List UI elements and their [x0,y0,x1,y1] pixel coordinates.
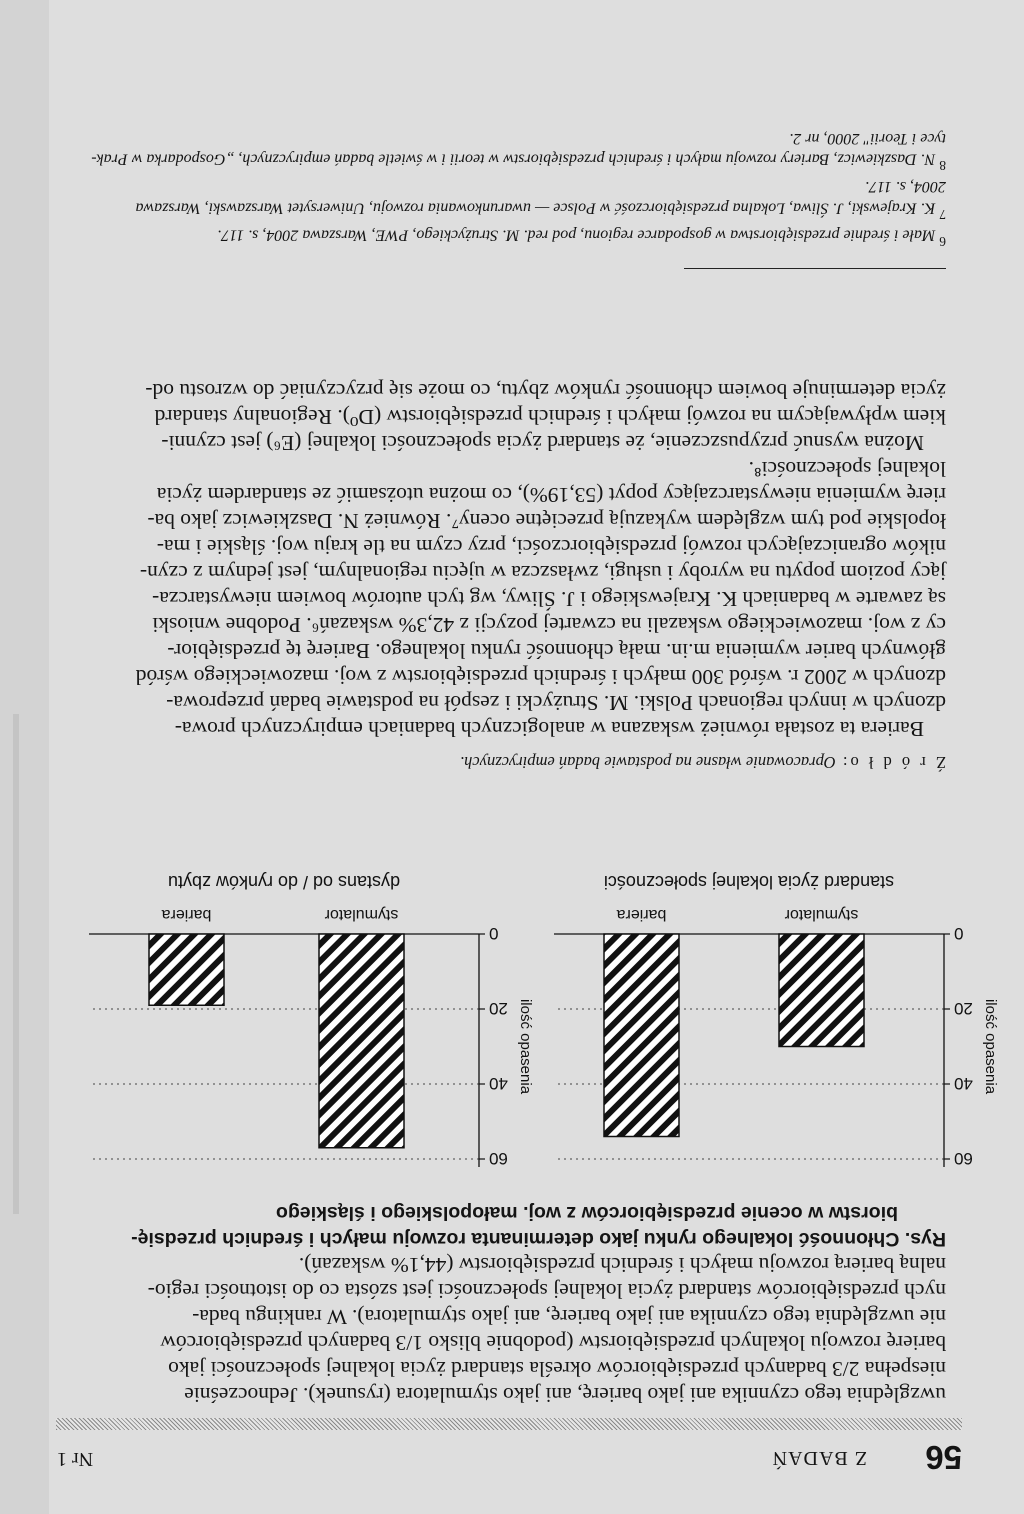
footnotes [46,128,946,252]
text-line: nalną barierą rozwoju małych i średnich przedsiębiorstw (44,1% wskazań). [298,1253,946,1277]
page-header [57,1436,962,1476]
text-line: rierę wymienia niewystarczający popyt (53,19%), co można utożsamić ze standardem życia [156,483,946,507]
source-label: Ź r ó d ł o: [839,753,946,772]
text-line: Można wysnuć przypuszczenie, że standard życia społeczności lokalnej (E⁶) jest czynni- [161,431,924,455]
footnote-7: $^7$ K. Krajewski, J. Śliwa, Lokalna przedsiębiorczość w Polsce — uwarunkowania rozwoju, Uniwersytet Warszawski, Warszawa [135,199,946,222]
category-label: stymulator [784,906,859,923]
chart-dystans-rynkow [89,872,534,1168]
y-tick-label: 60 [489,1149,508,1168]
category-label: bariera [616,906,667,923]
chart-standard-zycia [554,872,999,1168]
bar-bariera [149,934,224,1005]
intro-paragraph [58,1252,946,1408]
category-label: stymulator [324,906,399,923]
body-paragraphs [58,378,946,742]
caption-line: biorstw w ocenie przedsiębiorców z woj. małopolskiego i śląskiego [276,1202,898,1224]
text-line: kiem wpływającym na rozwój małych i średnich przedsiębiorstw (D⁰). Regionalny standard [154,405,946,429]
bar-stymulator [319,934,404,1148]
y-axis-label: ilość opasenia [517,998,534,1095]
y-axis-label: ilość opasenia [982,998,999,1095]
y-tick-label: 40 [954,1074,973,1093]
section-title: Z BADAŃ [771,1447,867,1469]
page-number: 56 [925,1439,962,1476]
charts-figure [44,789,999,1184]
text-line: lokalnej społeczności⁸. [748,457,946,481]
footnote-8: $^8$ N. Daszkiewicz, Bariery rozwoju małych i średnich przedsiębiorstw w teorii i w świetle badań empirycznych, „Gospodarka w Prak- [91,151,946,174]
text-line: ników ograniczających rozwój przedsiębiorczości, przy czym na tle kraju woj. śląskie i ma- [156,535,946,559]
text-line: Bariera ta została również wskazana w analogicznych badaniach empirycznych prowa- [174,717,924,741]
footnote-8-cont: tyce i Teorii" 2000, nr 2. [789,130,946,148]
footnote-7-cont: 2004, s. 117. [864,178,946,196]
text-line: cy z woj. mazowieckiego wskazali na czwartej pozycji z 42,3% wskazań⁶. Podobne wnioski [152,613,946,637]
footnote-6: $^6$ Małe i średnie przedsiębiorstwa w gospodarce regionu, pod red. M. Strużyckiego, PWE, Warszawa 2004, s. 117. [217,226,946,249]
bar-bariera [604,934,679,1137]
y-tick-label: 20 [954,999,973,1018]
text-line: dzonych w innych regionach Polski. M. Strużycki i zespół na podstawie badań przeprowa- [166,691,946,715]
text-line: nie uwzględnia tego czynnika ani jako barierę, ani jako stymulatora). W rankingu bada- [192,1305,946,1329]
text-line: nych przedsiębiorców standard życia lokalnej społeczności jest szósta co do istotności regio- [147,1279,946,1303]
category-label: bariera [161,906,212,923]
y-tick-label: 0 [489,924,499,943]
issue-number: Nr 1 [57,1448,94,1470]
text-line: niespełna 2/3 badanych przedsiębiorców określa standard życia lokalnej społeczności jako [168,1357,946,1381]
y-tick-label: 60 [954,1149,973,1168]
text-line: barierę rozwoju lokalnych przedsiębiorstw (podobnie blisko 1/3 badanych przedsiębiorców [160,1331,946,1355]
header-rule [56,1418,962,1430]
text-line: łopolskie pod tym względem wykazują przeciętne oceny⁷. Również N. Daszkiewicz jako ba- [147,509,946,533]
bar-stymulator [779,934,864,1047]
y-tick-label: 40 [489,1074,508,1093]
text-line: życia determinuje bowiem chłonność rynków zbytu, co może się przyczyniać do wzrostu od- [145,379,946,403]
figure-caption [58,1200,946,1252]
figure-source [460,752,946,772]
x-axis-label: standard życia lokalnej społeczności [603,872,895,892]
source-text: Opracowanie własne na podstawie badań empirycznych. [459,753,836,772]
text-line: jący poziom popytu na wyroby i usługi, zwłaszcza w ujęciu regionalnym, jest jednym z czyn- [139,561,946,585]
text-line: dzonych w 2002 r. wśród 300 małych i średnich przedsiębiorstw z woj. mazowieckiego wśród [135,665,946,689]
caption-line: Rys. Chłonność lokalnego rynku jako determinanta rozwoju małych i średnich przedsię- [131,1228,946,1250]
text-line: są zawarte w badaniach K. Krajewskiego i J. Śliwy, wg tych autorów bowiem niewystarcza- [152,587,946,611]
text-line: uwzględnia tego czynnika ani jako barierę, ani jako stymulatora (rysunek). Jednocześnie [184,1383,946,1407]
scan-edge-shadow [0,0,49,1514]
text-line: głównych barier wymienia m.in. małą chłonność rynku lokalnego. Barierę tę przedsiębior- [167,639,946,663]
footnote-rule [684,268,946,269]
y-tick-label: 0 [954,924,964,943]
x-axis-label: dystans od / do rynków zbytu [167,872,401,892]
y-tick-label: 20 [489,999,508,1018]
